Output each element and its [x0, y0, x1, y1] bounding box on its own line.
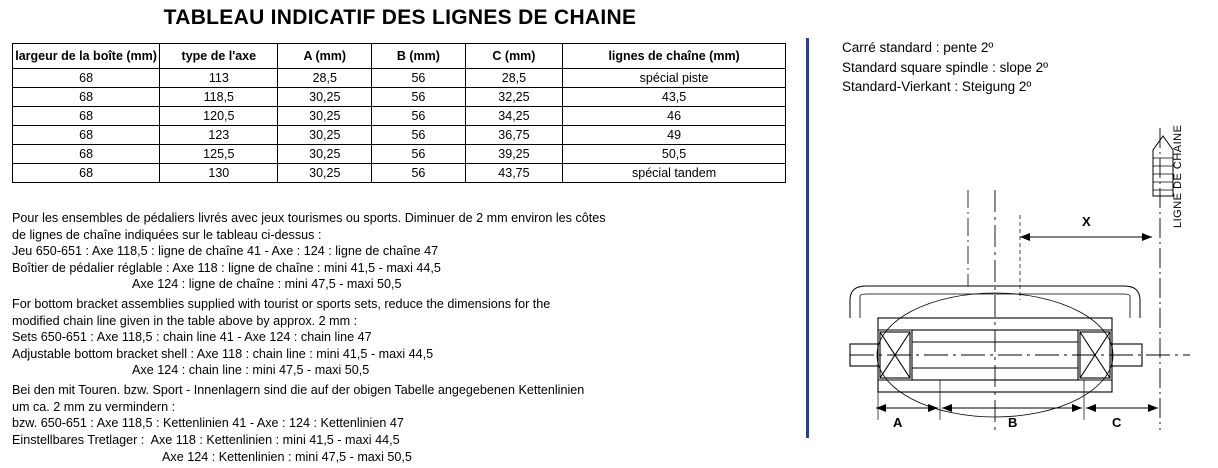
cell-chain-line: 43,5	[563, 88, 786, 107]
notes-french	[12, 210, 802, 293]
bottom-bracket-drawing	[820, 0, 1218, 450]
note-line: Adjustable bottom bracket shell : Axe 118 : chain line : mini 41,5 - maxi 44,5	[12, 346, 434, 361]
cell-spindle-type: 120,5	[160, 107, 278, 126]
notes-german	[12, 382, 802, 465]
table-header	[13, 44, 786, 69]
cell-chain-line: 50,5	[563, 145, 786, 164]
dim-arrow-x-right	[1142, 233, 1152, 241]
cell-c: 39,25	[465, 145, 562, 164]
cell-box-width: 68	[13, 69, 160, 88]
cell-b: 56	[372, 164, 466, 183]
cell-b: 56	[372, 145, 466, 164]
cell-box-width: 68	[13, 126, 160, 145]
cell-spindle-type: 113	[160, 69, 278, 88]
table-row	[13, 88, 786, 107]
cell-chain-line: spécial piste	[563, 69, 786, 88]
spindle-taper-detail	[1153, 136, 1173, 196]
dim-arrow-x-left	[1020, 233, 1030, 241]
cell-spindle-type: 130	[160, 164, 278, 183]
note-line: Pour les ensembles de pédaliers livrés avec jeux tourismes ou sports. Diminuer de 2 mm environ les côtes	[12, 211, 606, 225]
diagram-panel	[820, 0, 1218, 450]
note-line: modified chain line given in the table above by approx. 2 mm :	[12, 313, 358, 328]
column-header-b: B (mm)	[372, 44, 466, 69]
cell-a: 30,25	[278, 145, 372, 164]
table-body	[13, 69, 786, 183]
cell-c: 32,25	[465, 88, 562, 107]
note-line: Einstellbares Tretlager : Axe 118 : Kettenlinien : mini 41,5 - maxi 44,5	[12, 432, 400, 447]
cell-spindle-type: 118,5	[160, 88, 278, 107]
column-header-a: A (mm)	[278, 44, 372, 69]
cell-c: 28,5	[465, 69, 562, 88]
cell-chain-line: 49	[563, 126, 786, 145]
cell-a: 30,25	[278, 88, 372, 107]
dim-arrow-a-left	[876, 404, 886, 412]
vertical-divider	[806, 38, 809, 438]
dimension-label-b: B	[1008, 415, 1018, 430]
note-line: Boîtier de pédalier réglable : Axe 118 : ligne de chaîne : mini 41,5 - maxi 44,5	[12, 260, 441, 275]
page-title: TABLEAU INDICATIF DES LIGNES DE CHAINE	[163, 6, 637, 29]
cell-b: 56	[372, 69, 466, 88]
column-header-chain-line: lignes de chaîne (mm)	[563, 44, 786, 69]
table-row	[13, 107, 786, 126]
cell-b: 56	[372, 88, 466, 107]
cell-a: 30,25	[278, 126, 372, 145]
cell-chain-line: spécial tandem	[563, 164, 786, 183]
note-line: Axe 124 : Kettenlinien : mini 47,5 - maxi 50,5	[162, 449, 412, 464]
table-row	[13, 164, 786, 183]
dim-arrow-a-right	[928, 404, 938, 412]
cell-box-width: 68	[13, 107, 160, 126]
legend-line-fr: Carré standard : pente 2º	[842, 40, 994, 55]
cell-c: 36,75	[465, 126, 562, 145]
dim-arrow-c-left	[1086, 404, 1096, 412]
table-row	[13, 69, 786, 88]
cell-box-width: 68	[13, 88, 160, 107]
note-line: Jeu 650-651 : Axe 118,5 : ligne de chaîne 41 - Axe : 124 : ligne de chaîne 47	[12, 244, 439, 259]
note-line: Axe 124 : chain line : mini 47,5 - maxi 50,5	[132, 363, 370, 378]
column-header-spindle-type: type de l'axe	[160, 44, 278, 69]
table-row	[13, 145, 786, 164]
cell-c: 34,25	[465, 107, 562, 126]
note-line: um ca. 2 mm zu vermindern :	[12, 399, 176, 414]
note-line: bzw. 650-651 : Axe 118,5 : Kettenlinien 41 - Axe : 124 : Kettenlinien 47	[12, 416, 404, 431]
column-header-c: C (mm)	[465, 44, 562, 69]
chain-line-table	[12, 43, 786, 183]
cell-spindle-type: 123	[160, 126, 278, 145]
chain-line-vertical-label: LIGNE DE CHAINE	[1172, 124, 1184, 228]
note-line: For bottom bracket assemblies supplied with tourist or sports sets, reduce the dimensions for the	[12, 297, 551, 312]
note-line: Axe 124 : ligne de chaîne : mini 47,5 - maxi 50,5	[132, 277, 402, 292]
cell-chain-line: 46	[563, 107, 786, 126]
chain-line-table-container	[12, 43, 786, 183]
table-header-row	[13, 44, 786, 69]
cell-box-width: 68	[13, 164, 160, 183]
notes-english	[12, 296, 802, 379]
cell-a: 30,25	[278, 164, 372, 183]
cell-b: 56	[372, 126, 466, 145]
notes-block	[12, 210, 802, 468]
dimension-label-a: A	[893, 415, 903, 430]
note-line: Bei den mit Touren. bzw. Sport - Innenlagern sind die auf der obigen Tabelle angegebenen Kettenlinien	[12, 383, 585, 398]
legend-line-en: Standard square spindle : slope 2º	[842, 59, 1049, 75]
cell-box-width: 68	[13, 145, 160, 164]
legend-line-de: Standard-Vierkant : Steigung 2º	[842, 79, 1032, 95]
dim-arrow-b-right	[1072, 404, 1082, 412]
dimension-label-x: X	[1082, 214, 1091, 229]
dim-arrow-c-right	[1148, 404, 1158, 412]
note-line: Sets 650-651 : Axe 118,5 : chain line 41 - Axe 124 : chain line 47	[12, 330, 372, 345]
column-header-box-width: largeur de la boîte (mm)	[13, 44, 160, 69]
table-row	[13, 126, 786, 145]
note-line: de lignes de chaîne indiquées sur le tableau ci-dessus :	[12, 227, 322, 242]
cell-a: 28,5	[278, 69, 372, 88]
cell-spindle-type: 125,5	[160, 145, 278, 164]
dimension-label-c: C	[1112, 415, 1122, 430]
cell-a: 30,25	[278, 107, 372, 126]
cell-c: 43,75	[465, 164, 562, 183]
cell-b: 56	[372, 107, 466, 126]
